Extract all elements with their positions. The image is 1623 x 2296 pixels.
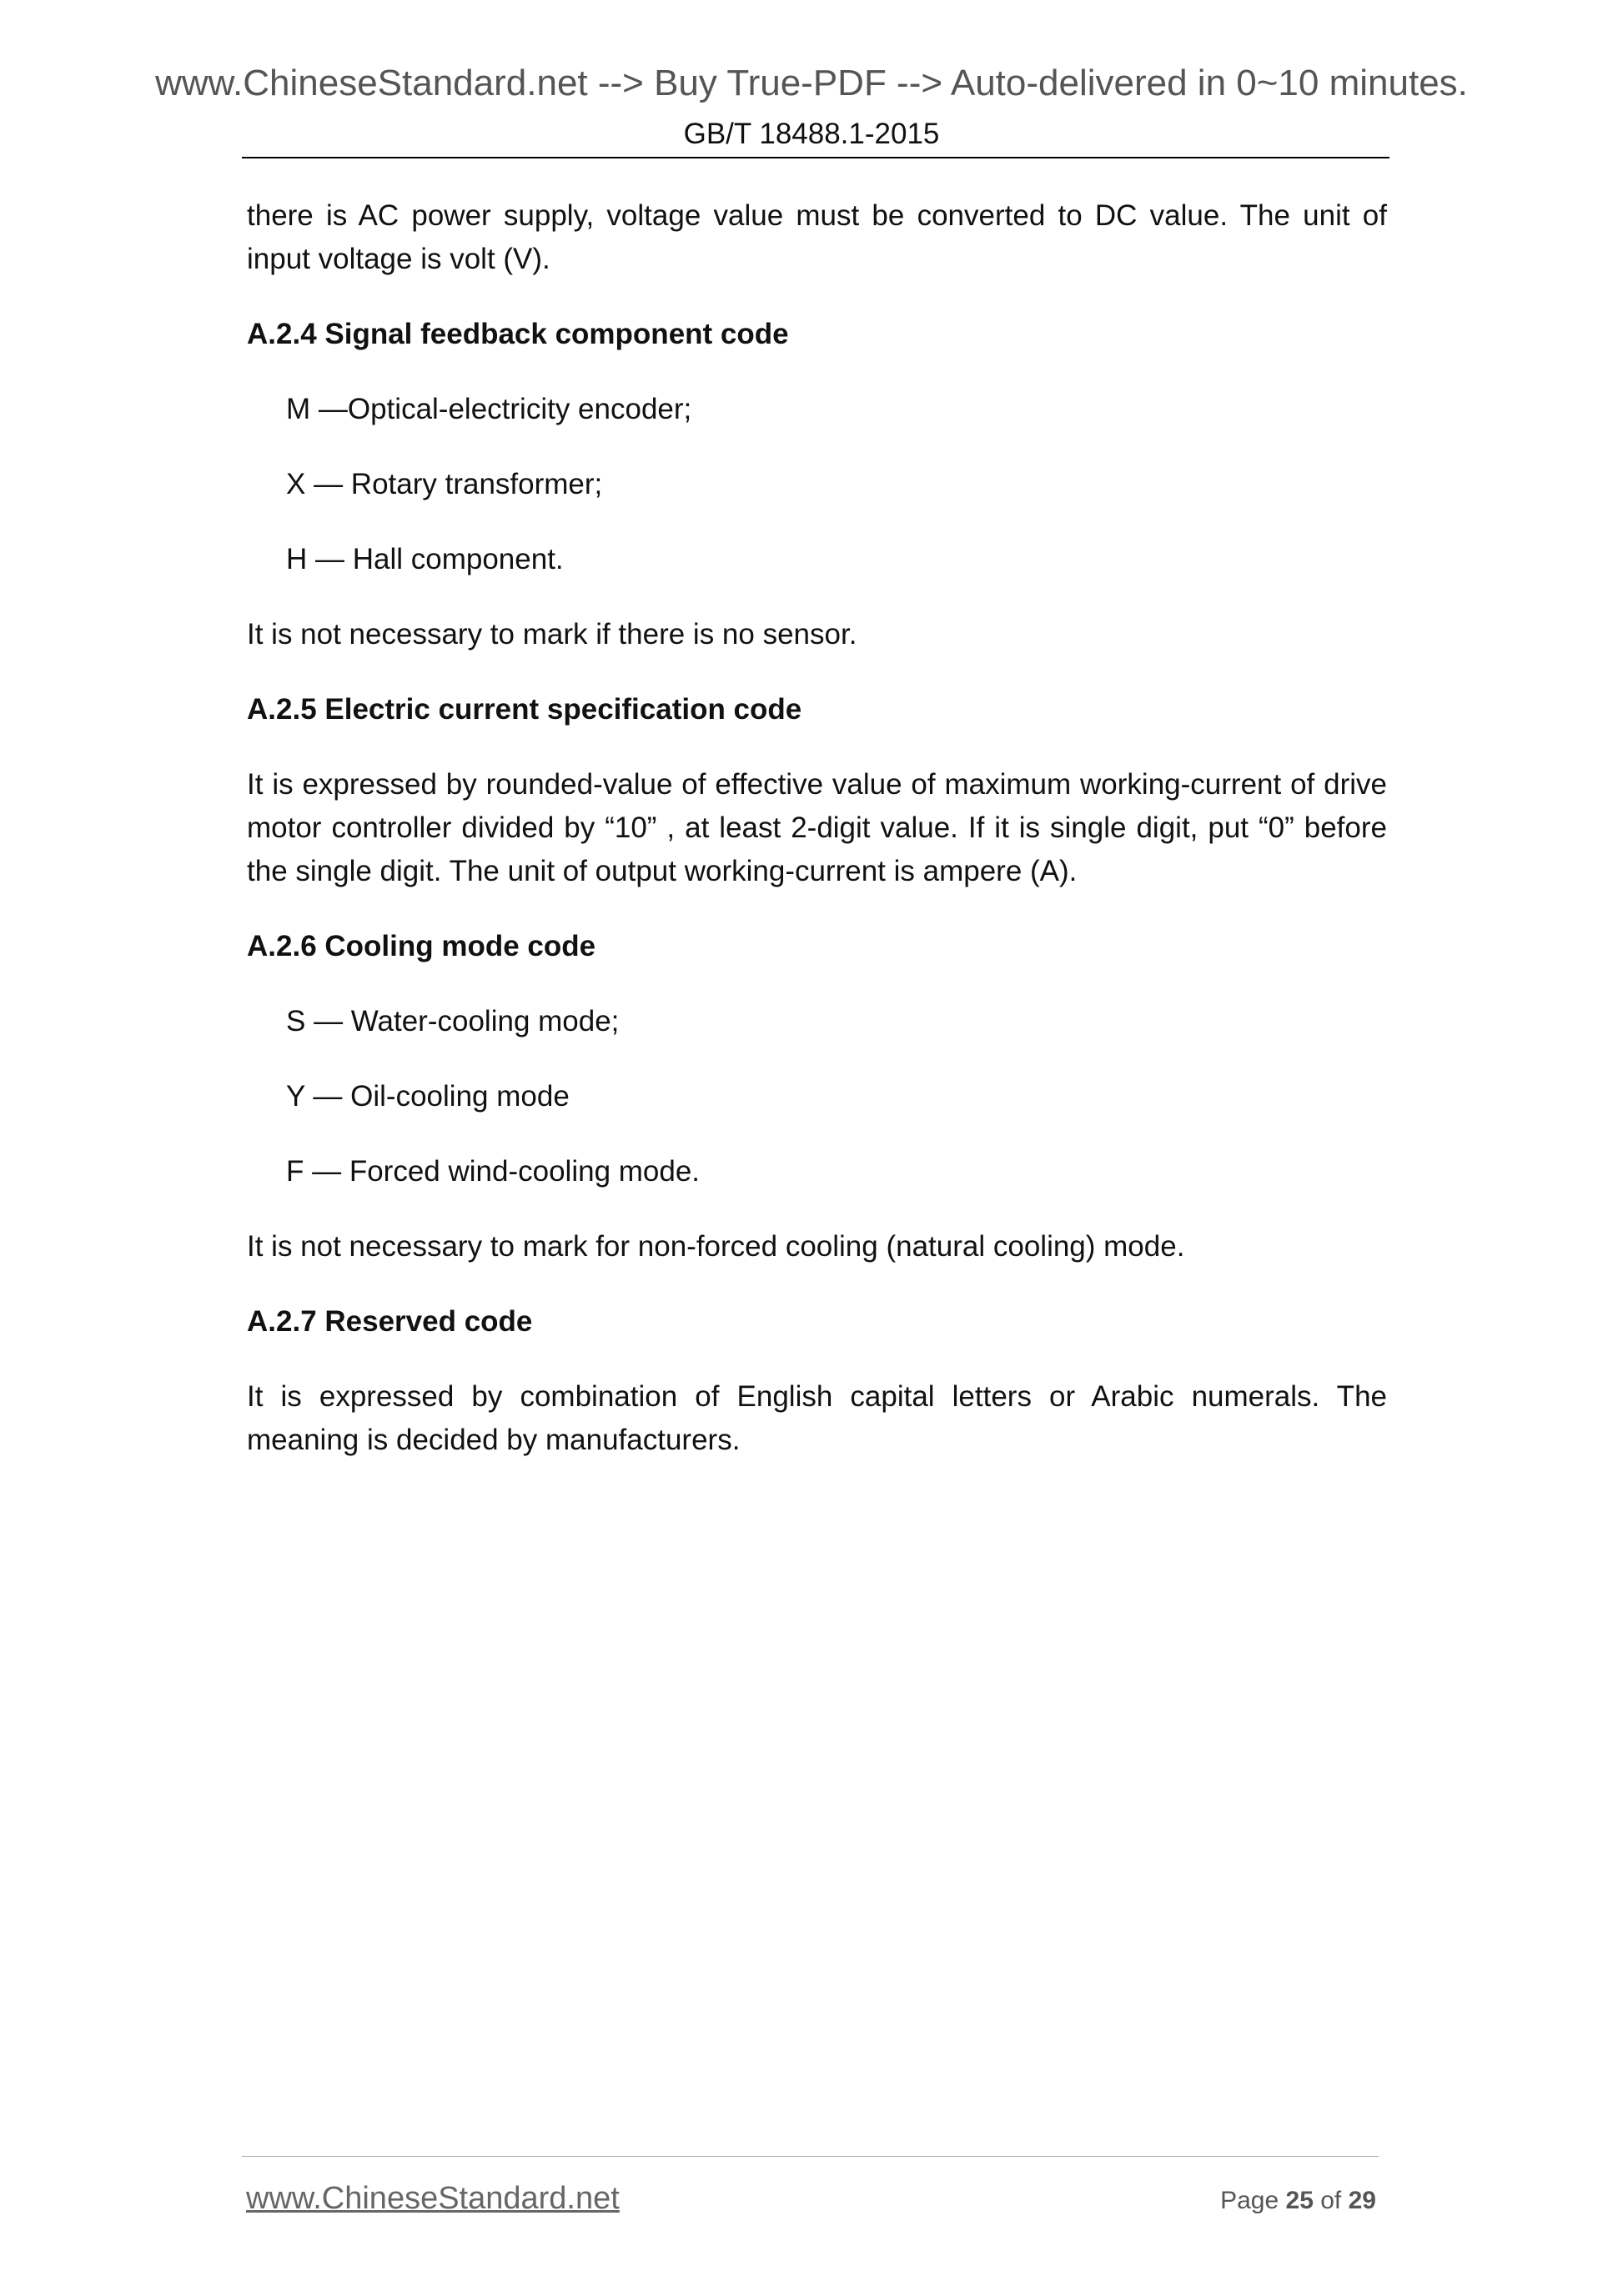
list-item: X — Rotary transformer; xyxy=(286,468,603,500)
section-note-a24: It is not necessary to mark if there is no sensor. xyxy=(247,618,857,651)
list-item: Y — Oil-cooling mode xyxy=(286,1080,570,1113)
section-text-a25: It is expressed by rounded-value of effective value of maximum working-current of drive motor controller divided by “10” , at least 2-digit value. If it is single digit, put “0” before the single digit. The unit of output working-current is ampere (A). xyxy=(247,768,1387,887)
footer-divider xyxy=(242,2156,1379,2157)
list-item: F — Forced wind-cooling mode. xyxy=(286,1155,701,1188)
section-heading-a24: A.2.4 Signal feedback component code xyxy=(247,318,789,350)
section-heading-a25: A.2.5 Electric current specification code xyxy=(247,693,802,726)
page-number xyxy=(1220,2185,1376,2217)
section-note-a26: It is not necessary to mark for non-forced cooling (natural cooling) mode. xyxy=(247,1230,1185,1263)
list-item: S — Water-cooling mode; xyxy=(286,1005,620,1037)
section-heading-a26: A.2.6 Cooling mode code xyxy=(247,930,596,962)
section-heading-a27: A.2.7 Reserved code xyxy=(247,1305,533,1338)
list-item: M —Optical-electricity encoder; xyxy=(286,393,692,425)
site-banner: www.ChineseStandard.net --> Buy True-PDF --> Auto-delivered in 0~10 minutes. xyxy=(155,63,1468,103)
document-body xyxy=(247,194,1387,1494)
list-item: H — Hall component. xyxy=(286,543,564,575)
footer-site-link[interactable]: www.ChineseStandard.net xyxy=(246,2181,620,2216)
intro-paragraph: there is AC power supply, voltage value must be converted to DC value. The unit of input voltage is volt (V). xyxy=(247,199,1387,275)
page-label: Page xyxy=(1220,2187,1279,2214)
section-text-a27: It is expressed by combination of English capital letters or Arabic numerals. The meaning is decided by manufacturers. xyxy=(247,1380,1387,1456)
header-divider xyxy=(242,157,1389,158)
page-of-label: of xyxy=(1320,2187,1342,2214)
current-page: 25 xyxy=(1285,2187,1314,2214)
total-pages: 29 xyxy=(1348,2187,1376,2214)
standard-number: GB/T 18488.1-2015 xyxy=(683,118,940,150)
